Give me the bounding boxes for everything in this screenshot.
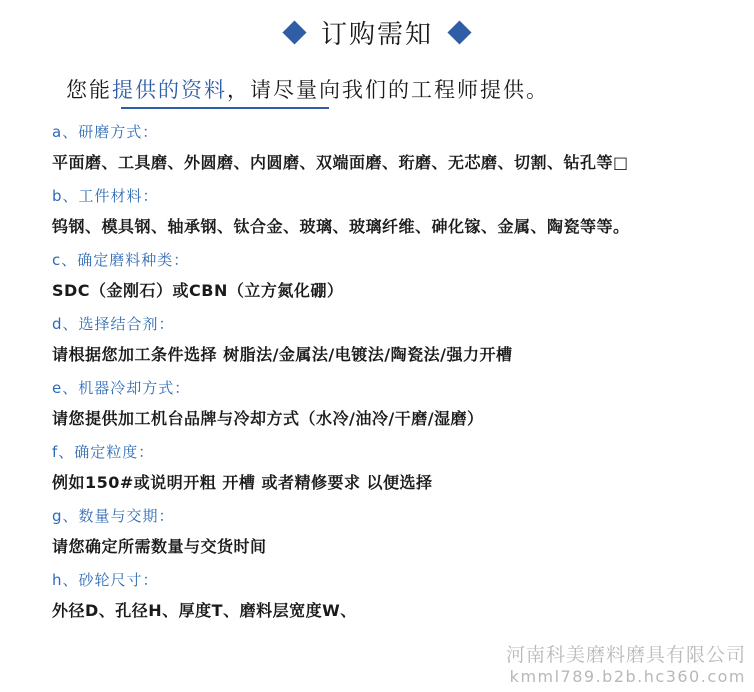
list-item	[52, 568, 742, 630]
list-item	[52, 504, 742, 566]
intro-before: 您能	[66, 78, 112, 102]
right-diamond-icon	[447, 20, 471, 44]
item-detail: 外径D、孔径H、厚度T、磨料层宽度W、	[52, 601, 357, 620]
list-item	[52, 120, 742, 182]
item-heading: c、确定磨料种类：	[52, 251, 190, 269]
item-detail: 平面磨、工具磨、外圆磨、内圆磨、双端面磨、珩磨、无芯磨、切割、钻孔等□	[52, 153, 629, 172]
item-detail: 例如150#或说明开粗 开槽 或者精修要求 以便选择	[52, 473, 433, 492]
list-item	[52, 440, 742, 502]
list-item	[52, 376, 742, 438]
requirements-list	[52, 118, 742, 630]
watermark-company: 河南科美磨料磨具有限公司	[505, 644, 746, 666]
title-row	[0, 12, 754, 52]
watermark-url: kmml789.b2b.hc360.com	[509, 667, 746, 686]
item-detail: 请根据您加工条件选择 树脂法/金属法/电镀法/陶瓷法/强力开槽	[52, 345, 513, 364]
item-detail: 钨钢、模具钢、轴承钢、钛合金、玻璃、玻璃纤维、砷化镓、金属、陶瓷等等。	[52, 217, 630, 236]
intro-after: ，请尽量向我们的工程师提供。	[227, 78, 549, 102]
item-heading: d、选择结合剂：	[52, 315, 175, 333]
item-heading: h、砂轮尺寸：	[52, 571, 159, 589]
item-heading: f、确定粒度：	[52, 443, 155, 461]
item-heading: g、数量与交期：	[52, 507, 175, 525]
intro-highlight: 提供的资料	[112, 78, 227, 102]
item-detail: 请您确定所需数量与交货时间	[52, 537, 267, 556]
intro-line	[66, 74, 549, 104]
item-detail: SDC（金刚石）或CBN（立方氮化硼）	[52, 281, 344, 300]
item-heading: b、工件材料：	[52, 187, 159, 205]
item-heading: e、机器冷却方式：	[52, 379, 191, 397]
page-title: 订购需知	[320, 19, 433, 50]
item-detail: 请您提供加工机台品牌与冷却方式（水冷/油冷/干磨/湿磨）	[52, 409, 484, 428]
list-item	[52, 312, 742, 374]
watermark	[506, 644, 746, 688]
list-item	[52, 184, 742, 246]
highlight-underline	[121, 107, 329, 109]
item-heading: a、研磨方式：	[52, 123, 159, 141]
list-item	[52, 248, 742, 310]
left-diamond-icon	[282, 20, 306, 44]
